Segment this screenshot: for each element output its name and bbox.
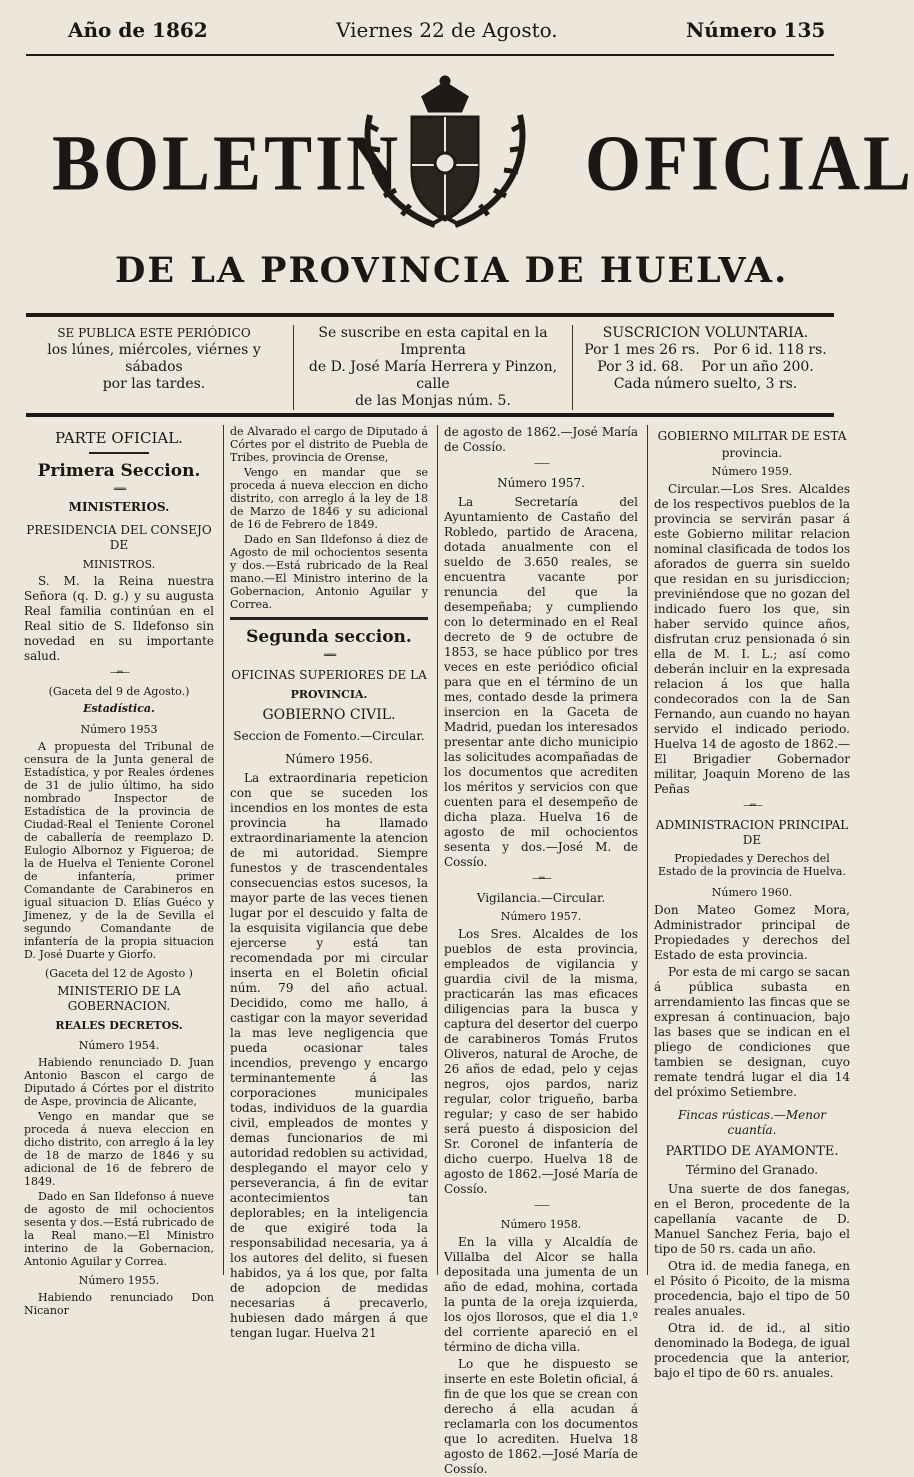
section-rule [230,617,428,620]
heading-vigilancia: Vigilancia.—Circular. [476,891,606,905]
info-subscription-office [297,325,569,415]
paragraph: Vengo en mandar que se proceda á nueva eleccion en dicho distrito, con arreglo á la ley de 18 de marzo de 1846 y su adicional de 16 de febrero de 1849. [24,1110,214,1188]
paragraph: Otra id. de id., al sitio denominado la Bodega, de igual procedencia que la anterior, bajo el tipo de 60 rs. anuales. [654,1321,850,1380]
info-divider [293,325,294,410]
paragraph: La Secretaría del Ayuntamiento de Castaño del Robledo, partido de Aracena, dotada anualmente con el sueldo de 3.650 reales, se encuentra vacante por renuncia del que la desempeñaba; y cumpliendo con lo determinado en el Real decreto de 9 de octubre de 1853, se hace público por tres veces en este periódico oficial para que en el término de un mes, contado desde la primera insercion en la Gaceta de Madrid, puedan los interesados presentar ante dicho municipio las solicitudes acompañadas de los documentos que acrediten los méritos y servicios con que cuenten para el desempeño de dicha plaza. Huelva 16 de agosto de mil ochocientos sesenta y dos.—José M. de Cossío. [444,495,638,869]
number-1956: Número 1956. [285,752,373,766]
column-2 [230,425,428,1340]
info-left-line: los lúnes, miércoles, viérnes y sábados [47,342,261,375]
info-subscription-prices [578,325,833,415]
paragraph: A propuesta del Tribunal de censura de la Junta general de Estadística, y por Reales órdenes de 31 de julio último, ha sido nombrado Inspector de Estadística de la provincia de Ciudad-Real el Teniente Coronel de caballería de reemplazo D. Eulogio Albornoz y Figueroa; de la de Huelva el Teniente Coronel de infantería, primer Comandante de Carabineros en igual situacion D. Elías Guéco y Jimenez, y de la de Sevilla el segundo Comandante de infantería de la propia situacion D. José Duarte y Giorfo. [24,740,214,961]
paragraph: Dado en San Ildefonso á diez de Agosto de mil ochocientos sesenta y dos.—Está rubricado de la Real mano.—El Ministro interino de la Gobernacion, Antonio Aguilar y Correa. [230,533,428,611]
divider: —═— [110,668,128,678]
heading-partido: PARTIDO DE AYAMONTE. [665,1144,839,1159]
info-middle-line: de las Monjas núm. 5. [355,393,511,409]
paragraph: Vengo en mandar que se proceda á nueva eleccion en dicho distrito, con arreglo á la ley de 18 de Marzo de 1846 y su adicional de 16 de Febrero de 1849. [230,466,428,531]
info-price-line: Por 1 mes 26 rs. Por 6 id. 118 rs. [584,342,827,358]
number-1955: Número 1955. [78,1274,160,1287]
heading-ministerios: MINISTERIOS. [68,500,170,514]
issue-date: Viernes 22 de Agosto. [336,18,558,42]
column-3 [444,425,638,1476]
royal-coat-of-arms-icon [350,75,540,235]
heading-termino: Término del Granado. [685,1163,819,1177]
divider: —═— [532,874,550,884]
number-1957: Número 1957. [497,476,585,490]
heading-provincia: provincia. [721,446,783,460]
number-1954: Número 1954. [78,1039,160,1052]
divider: —— [534,1201,548,1211]
column-divider [437,425,438,1275]
paragraph: S. M. la Reina nuestra Señora (q. D. g.) y su augusta Real familia continúan en el Real sitio de S. Ildefonso sin novedad en su importante salud. [24,574,214,663]
info-publication [20,325,288,415]
masthead-subtitle: DE LA PROVINCIA DE HUELVA. [115,250,789,291]
paragraph: Una suerte de dos fanegas, en el Beron, procedente de la capellanía vacante de D. Manuel Sanchez Feria, bajo el tipo de 50 rs. cada un año. [654,1182,850,1256]
number-1957: Número 1957. [500,910,582,923]
paragraph: Lo que he dispuesto se inserte en este Boletin oficial, á fin de que los que se crean con derecho á ella acudan á reclamarla con los documentos que lo acrediten. Huelva 18 agosto de 1862.—José María de Cossío. [444,1357,638,1476]
paragraph: La extraordinaria repeticion con que se suceden los incendios en los montes de esta provincia ha llamado extraordinariamente la atencion de mi autoridad. Siempre funestos y de trascendentales consecuencias estos sucesos, la mayor parte de las veces tienen lugar por el descuido y falta de la esquisita vigilancia que debe ejercerse y está tan recomendada por mi circular inserta en el Boletin oficial núm. 79 del año actual. Decidido, como me hallo, á castigar con la mayor severidad la mas leve negligencia que pueda ocasionar tales incendios, prevengo y encargo terminantemente á las corporaciones municipales todas, individuos de la guardia civil, empleados de montes y demas funcionarios de mi autoridad redoblen su actividad, desplegando el mayor celo y perseverancia, á fin de evitar acontecimientos tan deplorables; en la inteligencia de que exigiré toda la responsabilidad necesaria, ya á los autores del delito, si fuesen habidos, ya á los que, por falta de adopcion de medidas necesarias á precaverlo, hubiesen dado márgen á que tengan lugar. Huelva 21 [230,771,428,1340]
paragraph: Los Sres. Alcaldes de los pueblos de esta provincia, empleados de vigilancia y guardia civil de la misma, practicarán las mas eficaces diligencias para la busca y captura del desertor del cuerpo de carabineros Tomás Frutos Oliveros, natural de Aroche, de 26 años de edad, pelo y cejas negros, ojos pardos, nariz regular, color trigueño, barba regular; y caso de ser habido será puesto á disposicion del Sr. Coronel de infantería de dicho cuerpo. Huelva 18 de agosto de 1862.—José María de Cossío. [444,927,638,1196]
heading-ministros: MINISTROS. [82,558,156,571]
paragraph: En la villa y Alcaldía de Villalba del Alcor se halla depositada una jumenta de un año de edad, mohina, cortada la punta de la oreja izquierda, los ojos llorosos, que el dia 1.º del corriente apareció en el término de dicha villa. [444,1235,638,1354]
number-1958: Número 1958. [500,1218,582,1231]
heading-gobierno-civil: GOBIERNO CIVIL. [262,707,396,723]
heading-gobierno-militar: GOBIERNO MILITAR DE ESTA [657,429,847,443]
top-dateline [50,10,832,46]
heading-ministerio-gobernacion: MINISTERIO DE LA GOBERNACION. [57,984,181,1013]
paragraph: Circular.—Los Sres. Alcaldes de los respectivos pueblos de la provincia se servirán pasar á este Gobierno militar relacion nominal clasificada de todos los aforados de guerra sin sueldo que residan en su jurisdiccion; previniéndose que no gozan del indicado fuero los que, sin haber servido quince años, disfrutan cruz pensionada ó sin ella de M. I. L.; así como deberán incluir en la expresada relacion á los que halla condecorados con la de San Fernando, aun cuando no hayan servido el indicado periodo. Huelva 14 de agosto de 1862.—El Brigadier Gobernador militar, Joaquin Moreno de las Peñas [654,482,850,796]
column-1 [24,425,214,1317]
info-right-title: SUSCRICION VOLUNTARIA. [602,325,809,341]
masthead-oficial: OFICIAL [585,118,914,207]
divider [89,452,149,454]
column-4 [654,425,850,1380]
heading-presidencia: PRESIDENCIA DEL CONSEJO DE [26,523,212,552]
heading-segunda-seccion: Segunda seccion. [246,627,412,647]
divider: ═══ [113,485,125,495]
heading-administracion: ADMINISTRACION PRINCIPAL DE [655,818,849,847]
heading-fomento: Seccion de Fomento.—Circular. [233,729,425,743]
paragraph: Habiendo renunciado Don Nicanor [24,1291,214,1317]
paragraph: de agosto de 1862.—José María de Cossío. [444,425,638,454]
column-divider [223,425,224,1275]
masthead-rule [26,313,834,317]
info-middle-line: Se suscribe en esta capital en la Imprenta [318,325,548,358]
info-left-line: por las tardes. [102,376,206,392]
divider: —═— [743,801,761,811]
number-1959: Número 1959. [711,465,793,478]
gaceta-reference: (Gaceta del 9 de Agosto.) [48,685,190,698]
info-left-line: SE PUBLICA ESTE PERIÓDICO [57,326,251,340]
paragraph: Habiendo renunciado D. Juan Antonio Bascon el cargo de Diputado á Córtes por el distrito de Aspe, provincia de Alicante, [24,1056,214,1108]
paragraph: Otra id. de media fanega, en el Pósito ó Picoito, de la misma procedencia, bajo el tipo de 50 reales anuales. [654,1259,850,1318]
column-divider [647,425,648,1275]
divider: —— [534,459,548,469]
paragraph: Por esta de mi cargo se sacan á pública subasta en arrendamiento las fincas que se expresan á continuacion, bajo las bases que se indican en el pliego de condiciones que tambien se designan, cuyo remate tendrá lugar el dia 14 del próximo Setiembre. [654,965,850,1099]
number-1960: Número 1960. [711,886,793,899]
masthead [40,75,914,255]
number-1953: Número 1953 [80,723,158,736]
top-rule [26,54,834,56]
heading-oficinas: OFICINAS SUPERIORES DE LA [231,668,427,682]
paragraph: Don Mateo Gomez Mora, Administrador principal de Propiedades y derechos del Estado de esta provincia. [654,903,850,962]
masthead-boletin: BOLETIN [52,118,402,207]
paragraph: de Alvarado el cargo de Diputado á Córtes por el distrito de Puebla de Tribes, provincia de Orense, [230,425,428,464]
info-rule [26,413,834,417]
heading-estadistica: Estadística. [83,702,155,715]
heading-fincas: Fincas rústicas.—Menor cuantía. [678,1108,826,1137]
info-divider [572,325,573,410]
paragraph: Dado en San Ildefonso á nueve de agosto de mil ochocientos sesenta y dos.—Está rubricado de la Real mano.—El Ministro interino de la Gobernacion, Antonio Aguilar y Correa. [24,1190,214,1268]
issue-number: Número 135 [686,18,826,42]
heading-parte-oficial: PARTE OFICIAL. [55,429,183,447]
heading-primera-seccion: Primera Seccion. [37,461,201,481]
info-middle-line: de D. José María Herrera y Pinzon, calle [308,359,558,392]
heading-provincia: PROVINCIA. [290,688,368,701]
heading-propiedades: Propiedades y Derechos del Estado de la provincia de Huelva. [658,852,846,878]
info-price-line: Por 3 id. 68. Por un año 200. [597,359,814,375]
divider: ═══ [323,651,335,661]
heading-reales-decretos: REALES DECRETOS. [55,1019,183,1032]
issue-year: Año de 1862 [68,18,208,42]
gaceta-reference: (Gaceta del 12 de Agosto ) [45,967,193,980]
info-price-line: Cada número suelto, 3 rs. [613,376,798,392]
